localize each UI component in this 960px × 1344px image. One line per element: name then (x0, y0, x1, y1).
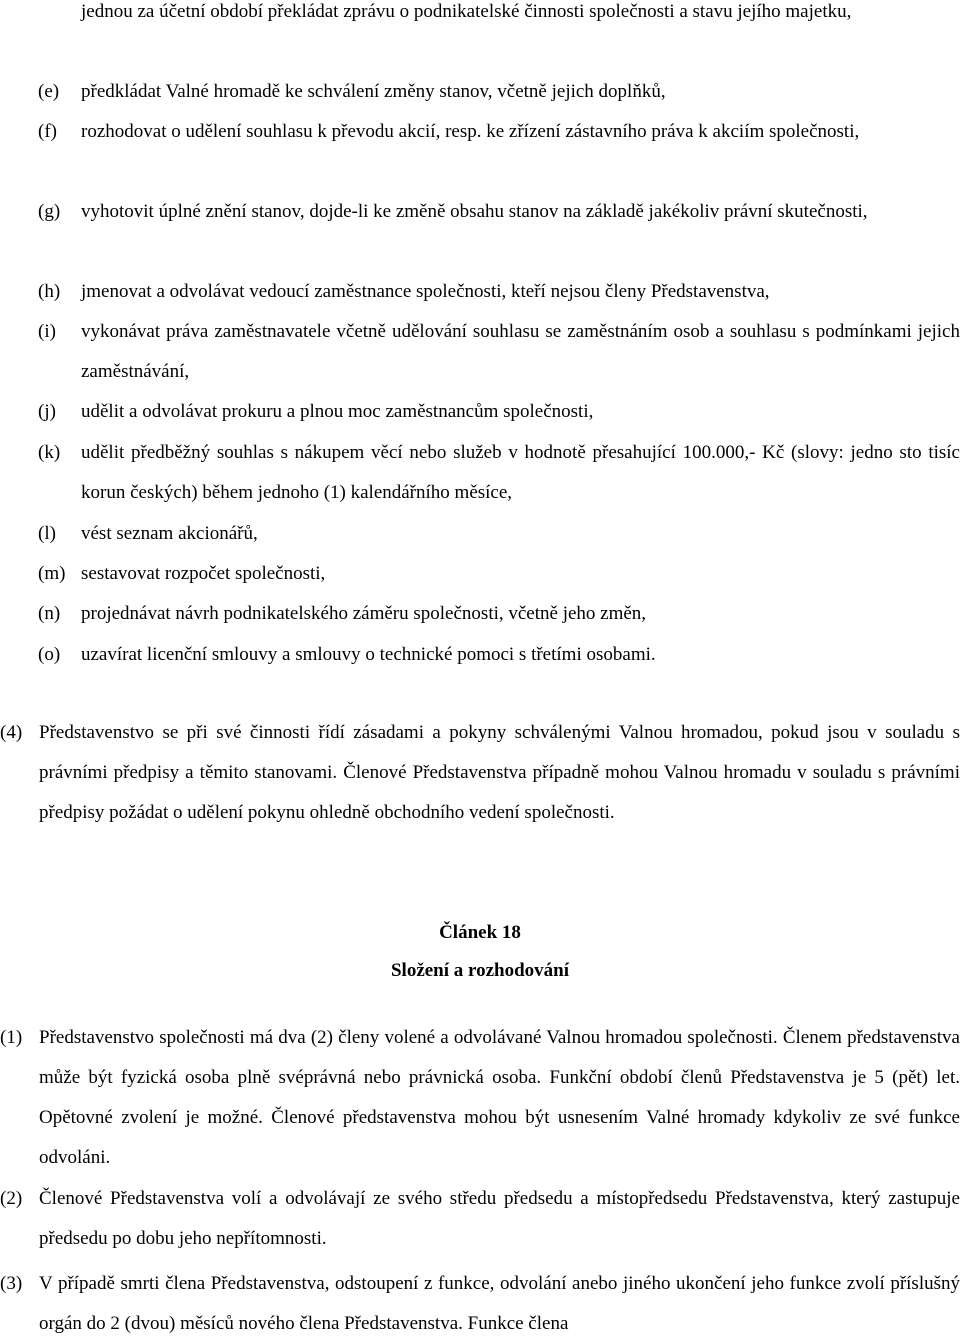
article-paragraph-2 (0, 1179, 960, 1259)
paragraph-text: V případě smrti člena Představenstva, odstoupení z funkce, odvolání anebo jiného ukončení jeho funkce zvolí příslušný orgán do 2 (dvou) měsíců nového člena Představenstva. Funkce člena (39, 1273, 960, 1334)
paragraph-4 (0, 713, 960, 833)
list-item-text: udělit a odvolávat prokuru a plnou moc zaměstnancům společnosti, (81, 401, 594, 422)
article-number: Článek 18 (439, 922, 521, 943)
paragraph-text: Představenstvo společnosti má dva (2) členy volené a odvolávané Valnou hromadou společnosti. Členem představenstva může být fyzická osoba plně svéprávná nebo právnická osoba. Funkční období členů Představenstva je 5 (pět) let. Opětovné zvolení je možné. Členové představenstva mohou být usnesením Valné hromady kdykoliv ze své funkce odvoláni. (39, 1027, 960, 1168)
intro-continuation-text: jednou za účetní období překládat zprávu o podnikatelské činnosti společnosti a stavu jejího majetku, (81, 1, 852, 22)
list-item-k (38, 433, 960, 513)
list-item-label: (g) (38, 201, 61, 222)
list-item-m (38, 554, 960, 594)
list-item-f (38, 112, 960, 152)
list-item-o (38, 635, 960, 675)
list-item-label: (m) (38, 563, 66, 584)
list-item-label: (h) (38, 281, 61, 302)
list-item-label: (e) (38, 81, 60, 102)
list-item-label: (f) (38, 121, 57, 142)
list-item-label: (k) (38, 442, 61, 463)
list-item-e (38, 72, 960, 112)
list-item-text: vyhotovit úplné znění stanov, dojde-li ke změně obsahu stanov na základě jakékoliv právní skutečnosti, (81, 201, 868, 222)
list-item-i (38, 312, 960, 392)
article-paragraph-3 (0, 1264, 960, 1344)
list-item-g (38, 192, 960, 232)
list-item-j (38, 392, 960, 432)
list-item-label: (o) (38, 644, 61, 665)
paragraph-text: Členové Představenstva volí a odvolávají ze svého středu předsedu a místopředsedu Představenstva, který zastupuje předsedu po dobu jeho nepřítomnosti. (39, 1188, 960, 1249)
list-item-text: rozhodovat o udělení souhlasu k převodu akcií, resp. ke zřízení zástavního práva k akciím společnosti, (81, 121, 860, 142)
article-paragraph-1 (0, 1018, 960, 1178)
list-item-text: sestavovat rozpočet společnosti, (81, 563, 326, 584)
list-item-h (38, 272, 960, 312)
list-item-l (38, 514, 960, 554)
article-title: Složení a rozhodování (390, 960, 570, 981)
list-item-text: vykonávat práva zaměstnavatele včetně udělování souhlasu se zaměstnáním osob a souhlasu s podmínkami jejich zaměstnávání, (81, 321, 960, 382)
paragraph-label: (2) (0, 1188, 23, 1209)
paragraph-label: (1) (0, 1027, 23, 1048)
list-item-text: předkládat Valné hromadě ke schválení změny stanov, včetně jejich doplňků, (81, 81, 666, 102)
list-item-text: jmenovat a odvolávat vedoucí zaměstnance společnosti, kteří nejsou členy Představenstva, (81, 281, 770, 302)
list-item-label: (j) (38, 401, 56, 422)
list-item-text: uzavírat licenční smlouvy a smlouvy o technické pomoci s třetími osobami. (81, 644, 656, 665)
paragraph-text: Představenstvo se při své činnosti řídí zásadami a pokyny schválenými Valnou hromadou, pokud jsou v souladu s právními předpisy a těmito stanovami. Členové Představenstva případně mohou Valnou hromadu v souladu s právními předpisy požádat o udělení pokynu ohledně obchodního vedení společnosti. (39, 722, 960, 823)
intro-continuation (81, 0, 960, 32)
list-item-label: (i) (38, 321, 56, 342)
list-item-n (38, 594, 960, 634)
paragraph-label: (3) (0, 1273, 23, 1294)
list-item-text: projednávat návrh podnikatelského záměru společnosti, včetně jeho změn, (81, 603, 647, 624)
list-item-text: vést seznam akcionářů, (81, 523, 258, 544)
list-item-text: udělit předběžný souhlas s nákupem věcí nebo služeb v hodnotě přesahující 100.000,- Kč (slovy: jedno sto tisíc korun českých) během jednoho (1) kalendářního měsíce, (81, 442, 960, 503)
paragraph-label: (4) (0, 722, 23, 743)
list-item-label: (l) (38, 523, 56, 544)
list-item-label: (n) (38, 603, 61, 624)
